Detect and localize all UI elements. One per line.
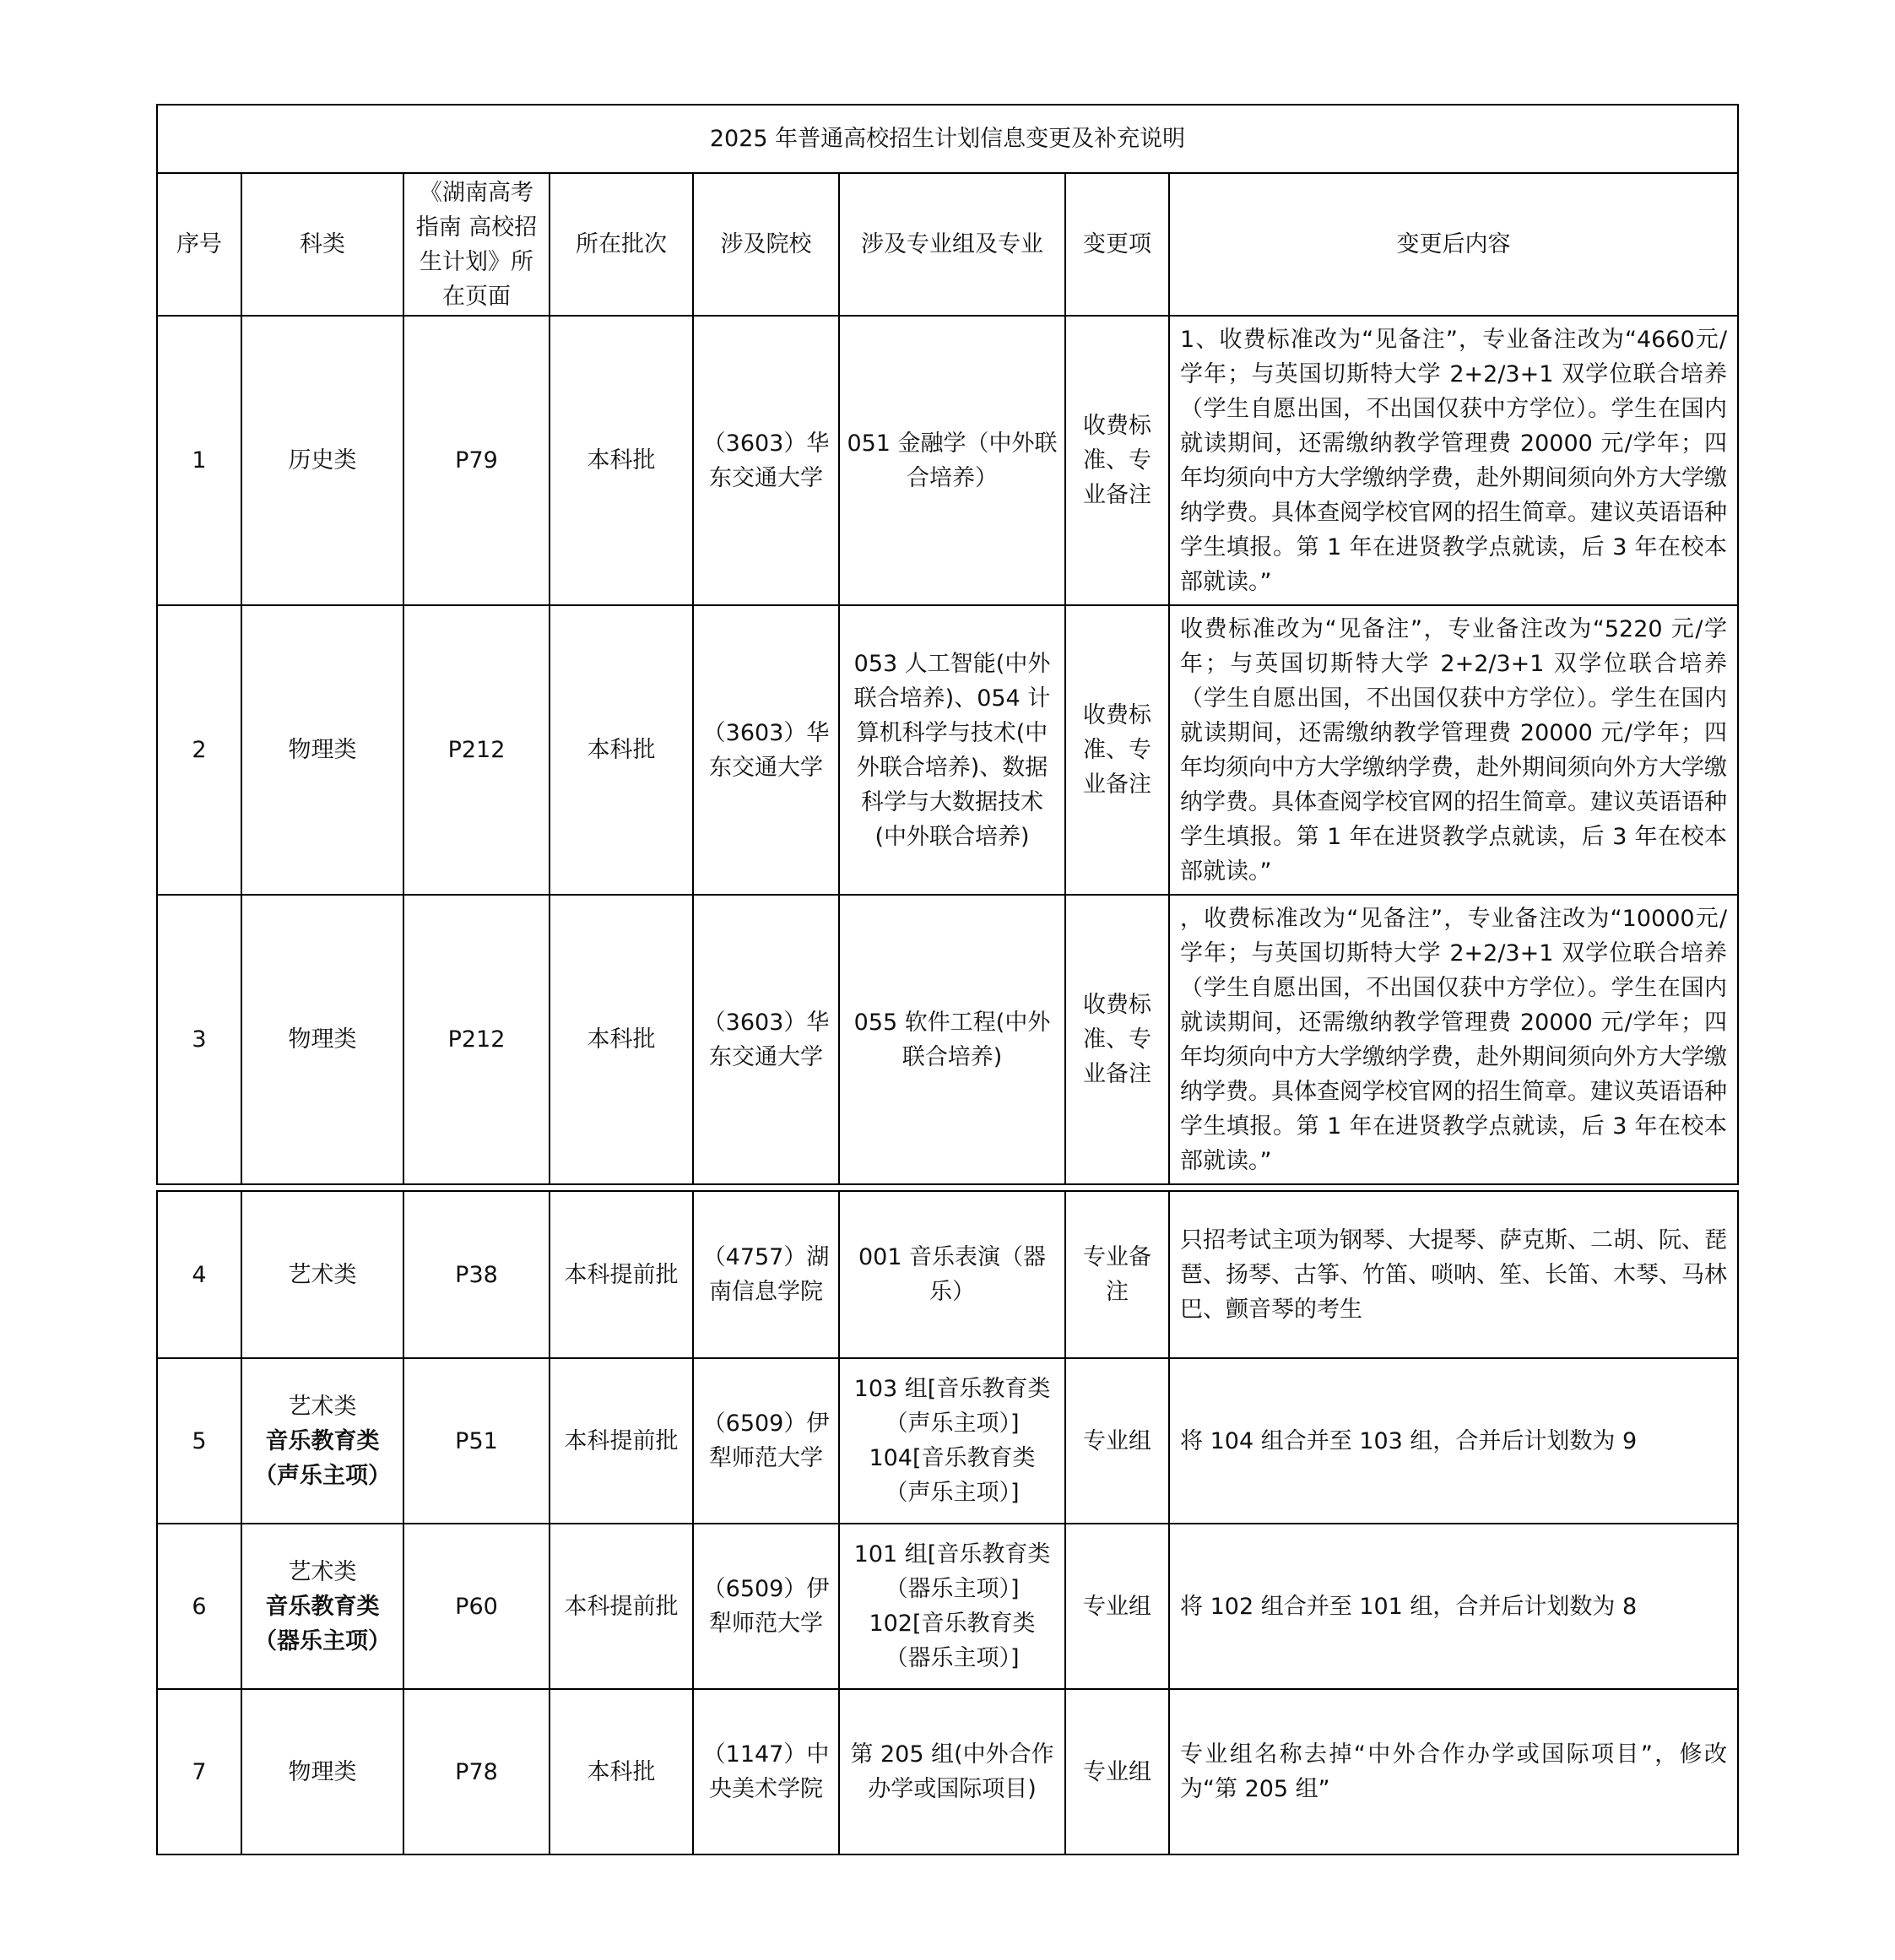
table-header-row bbox=[157, 173, 1738, 316]
category-bold-line: （声乐主项） bbox=[254, 1462, 391, 1489]
cell-group: 051 金融学（中外联合培养） bbox=[839, 316, 1065, 605]
cell-group: 103 组[音乐教育类（声乐主项）] 104[音乐教育类（声乐主项）] bbox=[839, 1358, 1065, 1524]
cell-new-content: 1、收费标准改为“见备注”，专业备注改为“4660元/学年；与英国切斯特大学 2+2/3+1 双学位联合培养（学生自愿出国，不出国仅获中方学位）。学生在国内就读期间，还需缴纳教学管理费 20000 元/学年；四年均须向中方大学缴纳学费，赴外期间须向外方大学缴纳学费。具体查阅学校官网的招生简章。建议英语语种学生填报。第 1 年在进贤教学点就读，后 3 年在校本部就读。” bbox=[1169, 316, 1738, 605]
change-notice-table bbox=[156, 104, 1739, 1855]
cell-category: 物理类 bbox=[241, 1689, 403, 1854]
cell-group: 第 205 组(中外合作办学或国际项目) bbox=[839, 1689, 1065, 1854]
cell-batch: 本科批 bbox=[550, 1689, 693, 1854]
page-break-gap bbox=[157, 1184, 1738, 1191]
cell-batch: 本科批 bbox=[550, 605, 693, 895]
table-row bbox=[157, 895, 1738, 1184]
cell-batch: 本科提前批 bbox=[550, 1524, 693, 1689]
cell-seq: 7 bbox=[157, 1689, 241, 1854]
gap-cell bbox=[157, 1184, 1738, 1191]
cell-category: 历史类 bbox=[241, 316, 403, 605]
category-bold-line: （器乐主项） bbox=[254, 1627, 391, 1654]
cell-group: 053 人工智能(中外联合培养)、054 计算机科学与技术(中外联合培养)、数据科学与大数据技术(中外联合培养) bbox=[839, 605, 1065, 895]
cell-new-content: 将 104 组合并至 103 组，合并后计划数为 9 bbox=[1169, 1358, 1738, 1524]
cell-new-content: ，收费标准改为“见备注”，专业备注改为“10000元/学年；与英国切斯特大学 2+2/3+1 双学位联合培养（学生自愿出国，不出国仅获中方学位）。学生在国内就读期间，还需缴纳教学管理费 20000 元/学年；四年均须向中方大学缴纳学费，赴外期间须向外方大学缴纳学费。具体查阅学校官网的招生简章。建议英语语种学生填报。第 1 年在进贤教学点就读，后 3 年在校本部就读。” bbox=[1169, 895, 1738, 1184]
cell-batch: 本科提前批 bbox=[550, 1358, 693, 1524]
cell-change-item: 专业组 bbox=[1065, 1524, 1169, 1689]
cell-seq: 4 bbox=[157, 1191, 241, 1358]
cell-category bbox=[241, 1524, 403, 1689]
cell-page: P38 bbox=[403, 1191, 550, 1358]
category-line: 艺术类 bbox=[288, 1393, 357, 1420]
cell-seq: 3 bbox=[157, 895, 241, 1184]
cell-category: 艺术类 bbox=[241, 1191, 403, 1358]
header-batch: 所在批次 bbox=[550, 173, 693, 316]
cell-seq: 2 bbox=[157, 605, 241, 895]
table-row bbox=[157, 316, 1738, 605]
table-row bbox=[157, 1191, 1738, 1358]
table-title: 2025 年普通高校招生计划信息变更及补充说明 bbox=[157, 105, 1738, 173]
header-seq: 序号 bbox=[157, 173, 241, 316]
cell-page: P79 bbox=[403, 316, 550, 605]
cell-group: 055 软件工程(中外联合培养) bbox=[839, 895, 1065, 1184]
cell-page: P78 bbox=[403, 1689, 550, 1854]
cell-category bbox=[241, 1358, 403, 1524]
header-category: 科类 bbox=[241, 173, 403, 316]
cell-school: （4757）湖南信息学院 bbox=[693, 1191, 839, 1358]
header-group: 涉及专业组及专业 bbox=[839, 173, 1065, 316]
table-row bbox=[157, 1524, 1738, 1689]
cell-school: （6509）伊犁师范大学 bbox=[693, 1358, 839, 1524]
cell-new-content: 专业组名称去掉“中外合作办学或国际项目”，修改为“第 205 组” bbox=[1169, 1689, 1738, 1854]
cell-change-item: 收费标准、专业备注 bbox=[1065, 895, 1169, 1184]
cell-page: P51 bbox=[403, 1358, 550, 1524]
cell-seq: 5 bbox=[157, 1358, 241, 1524]
table-row bbox=[157, 1689, 1738, 1854]
cell-seq: 1 bbox=[157, 316, 241, 605]
cell-new-content: 收费标准改为“见备注”，专业备注改为“5220 元/学年；与英国切斯特大学 2+2/3+1 双学位联合培养（学生自愿出国，不出国仅获中方学位）。学生在国内就读期间，还需缴纳教学管理费 20000 元/学年；四年均须向中方大学缴纳学费，赴外期间须向外方大学缴纳学费。具体查阅学校官网的招生简章。建议英语语种学生填报。第 1 年在进贤教学点就读，后 3 年在校本部就读。” bbox=[1169, 605, 1738, 895]
cell-school: （3603）华东交通大学 bbox=[693, 895, 839, 1184]
cell-category: 物理类 bbox=[241, 895, 403, 1184]
cell-school: （3603）华东交通大学 bbox=[693, 605, 839, 895]
header-school: 涉及院校 bbox=[693, 173, 839, 316]
cell-change-item: 收费标准、专业备注 bbox=[1065, 316, 1169, 605]
cell-change-item: 收费标准、专业备注 bbox=[1065, 605, 1169, 895]
cell-change-item: 专业组 bbox=[1065, 1689, 1169, 1854]
table-row bbox=[157, 1358, 1738, 1524]
header-change-item: 变更项 bbox=[1065, 173, 1169, 316]
cell-new-content: 只招考试主项为钢琴、大提琴、萨克斯、二胡、阮、琵琶、扬琴、古筝、竹笛、唢呐、笙、长笛、木琴、马林巴、颤音琴的考生 bbox=[1169, 1191, 1738, 1358]
cell-batch: 本科批 bbox=[550, 895, 693, 1184]
cell-group: 001 音乐表演（器乐） bbox=[839, 1191, 1065, 1358]
table-row bbox=[157, 605, 1738, 895]
header-new-content: 变更后内容 bbox=[1169, 173, 1738, 316]
cell-school: （6509）伊犁师范大学 bbox=[693, 1524, 839, 1689]
cell-school: （3603）华东交通大学 bbox=[693, 316, 839, 605]
category-bold-line: 音乐教育类 bbox=[265, 1427, 380, 1454]
cell-change-item: 专业组 bbox=[1065, 1358, 1169, 1524]
cell-page: P60 bbox=[403, 1524, 550, 1689]
cell-seq: 6 bbox=[157, 1524, 241, 1689]
cell-change-item: 专业备注 bbox=[1065, 1191, 1169, 1358]
cell-batch: 本科提前批 bbox=[550, 1191, 693, 1358]
cell-new-content: 将 102 组合并至 101 组，合并后计划数为 8 bbox=[1169, 1524, 1738, 1689]
category-bold-line: 音乐教育类 bbox=[265, 1593, 380, 1620]
header-page: 《湖南高考指南 高校招生计划》所在页面 bbox=[403, 173, 550, 316]
table-title-row bbox=[157, 105, 1738, 173]
cell-category: 物理类 bbox=[241, 605, 403, 895]
cell-batch: 本科批 bbox=[550, 316, 693, 605]
cell-group: 101 组[音乐教育类（器乐主项）] 102[音乐教育类（器乐主项）] bbox=[839, 1524, 1065, 1689]
category-line: 艺术类 bbox=[288, 1558, 357, 1585]
cell-school: （1147）中央美术学院 bbox=[693, 1689, 839, 1854]
cell-page: P212 bbox=[403, 895, 550, 1184]
cell-page: P212 bbox=[403, 605, 550, 895]
